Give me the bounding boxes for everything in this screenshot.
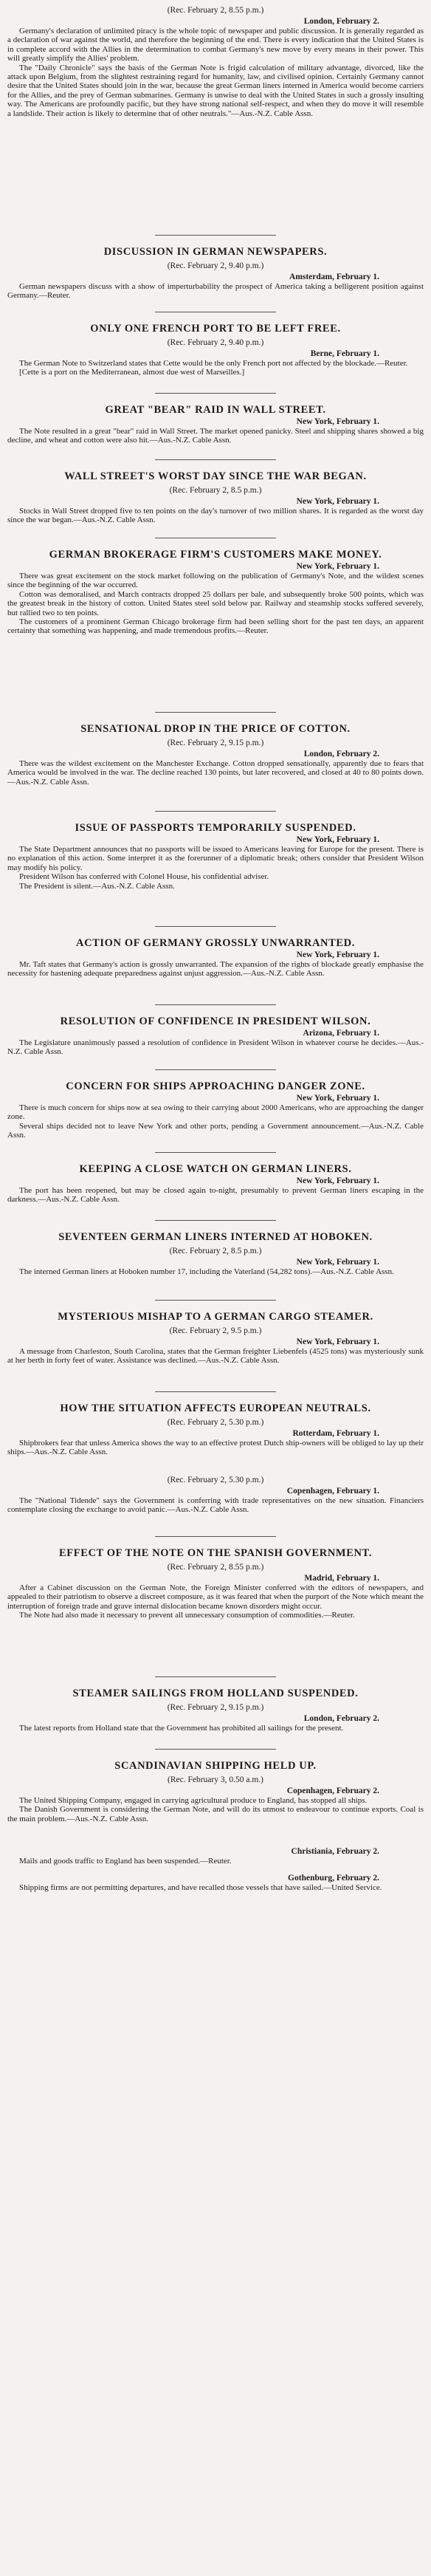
dateline: Gothenburg, February 2. bbox=[288, 1874, 379, 1883]
paragraph: Mails and goods traffic to England has been suspended.—Reuter. bbox=[19, 1857, 232, 1866]
headline: GERMAN BROKERAGE FIRM'S CUSTOMERS MAKE MONEY. bbox=[49, 549, 382, 561]
paragraph: The "National Tidende" says the Government is conferring with trade representatives on the new situation. Financiers contemplate closing the exchange to avoid panic.—Aus.-N.Z. Cable Assn. bbox=[7, 1496, 424, 1515]
article-scandinavian-shipping bbox=[7, 1759, 424, 1823]
headline: SEVENTEEN GERMAN LINERS INTERNED AT HOBOKEN. bbox=[58, 1231, 373, 1243]
section-divider bbox=[155, 811, 276, 812]
article-confidence-president-wilson bbox=[7, 1015, 424, 1057]
dateline: New York, February 1. bbox=[296, 1258, 379, 1267]
dateline: New York, February 1. bbox=[296, 562, 379, 571]
section-divider bbox=[155, 1069, 276, 1070]
dateline: Christiania, February 2. bbox=[291, 1847, 379, 1856]
article-germany-declaration bbox=[7, 3, 424, 118]
received-time: (Rec. February 3, 0.50 a.m.) bbox=[168, 1775, 263, 1784]
section-divider bbox=[155, 1152, 276, 1153]
paragraph: Cotton was demoralised, and March contracts dropped 25 dollars per bale, and subsequently broke 500 points, which was the greatest break in the history of cotton. United States steel sold below par. Railway and steamship stocks suffered severely, but rallied two to ten points. bbox=[7, 589, 424, 617]
headline: ISSUE OF PASSPORTS TEMPORARILY SUSPENDED. bbox=[75, 822, 356, 834]
dateline: London, February 2. bbox=[303, 750, 379, 758]
headline: DISCUSSION IN GERMAN NEWSPAPERS. bbox=[103, 246, 328, 258]
paragraph: German newspapers discuss with a show of imperturbability the prospect of America taking a belligerent position against Germany.—Reuter. bbox=[7, 282, 424, 301]
paragraph: There is much concern for ships now at sea owing to their carrying about 2000 Americans, who are approaching the danger zone. bbox=[7, 1103, 424, 1122]
article-wall-street-worst-day bbox=[7, 470, 424, 525]
paragraph: The customers of a prominent German Chicago brokerage firm had been selling short for the past ten days, an apparent certainty that something was happening, and made tremendous profits.—Reuter. bbox=[7, 617, 424, 636]
headline: STEAMER SAILINGS FROM HOLLAND SUSPENDED. bbox=[72, 1688, 359, 1699]
article-action-grossly-unwarranted bbox=[7, 936, 424, 979]
paragraph: The Legislature unanimously passed a resolution of confidence in President Wilson in whatever course he decides.—Aus.-N.Z. Cable Assn. bbox=[7, 1038, 424, 1057]
paragraph: [Cette is a port on the Mediterranean, almost due west of Marseilles.] bbox=[19, 368, 245, 377]
paragraph: The United Shipping Company, engaged in carrying agricultural produce to England, has stopped all ships. bbox=[19, 1796, 368, 1805]
paragraph: The latest reports from Holland state that the Government has prohibited all sailings for the present. bbox=[19, 1724, 344, 1733]
paragraph: The Note had also made it necessary to prevent all unnecessary consumption of commodities.—Reuter. bbox=[19, 1611, 355, 1620]
paragraph: The port has been reopened, but may be closed again to-night, presumably to prevent German liners escaping in the darkness.—Aus.-N.Z. Cable Assn. bbox=[7, 1186, 424, 1205]
article-copenhagen-exchange bbox=[7, 1473, 424, 1515]
headline: RESOLUTION OF CONFIDENCE IN PRESIDENT WILSON. bbox=[60, 1015, 371, 1027]
headline: WALL STREET'S WORST DAY SINCE THE WAR BEGAN. bbox=[64, 470, 367, 482]
headline: SCANDINAVIAN SHIPPING HELD UP. bbox=[114, 1760, 317, 1772]
headline: KEEPING A CLOSE WATCH ON GERMAN LINERS. bbox=[79, 1163, 352, 1175]
received-time: (Rec. February 2, 9.15 p.m.) bbox=[167, 739, 264, 747]
paragraph: A message from Charleston, South Carolina, states that the German freighter Liebenfels (4525 tons) was mysteriously sunk at her berth in forty feet of water. Assistance was declined.—Aus.-N.Z. Cable Assn. bbox=[7, 1347, 424, 1366]
dateline: Copenhagen, February 2. bbox=[286, 1787, 379, 1795]
headline: HOW THE SITUATION AFFECTS EUROPEAN NEUTRALS. bbox=[60, 1402, 371, 1414]
dateline: New York, February 1. bbox=[296, 497, 379, 506]
article-ships-danger-zone bbox=[7, 1080, 424, 1140]
received-time: (Rec. February 2, 9.5 p.m.) bbox=[169, 1326, 262, 1335]
paragraph: The Danish Government is considering the German Note, and will do its utmost to endeavour to continue exports. Coal is the main problem.—Aus.-N.Z. Cable Assn. bbox=[7, 1805, 424, 1823]
section-divider bbox=[155, 1004, 276, 1005]
received-time: (Rec. February 2, 8.55 p.m.) bbox=[167, 6, 264, 15]
dateline: Berne, February 1. bbox=[310, 349, 379, 358]
article-drop-price-cotton bbox=[7, 722, 424, 787]
article-passports-suspended bbox=[7, 821, 424, 891]
article-holland-sailings-suspended bbox=[7, 1687, 424, 1733]
dateline: New York, February 1. bbox=[296, 1337, 379, 1346]
headline: ONLY ONE FRENCH PORT TO BE LEFT FREE. bbox=[90, 323, 341, 335]
paragraph: The State Department announces that no passports will be issued to Americans leaving for Europe for the present. There is no explanation of this action. Some interpret it as the forerunner of a diplomatic break; others consider that President Wilson may modify his policy. bbox=[7, 845, 424, 872]
dateline: New York, February 1. bbox=[296, 1176, 379, 1185]
received-time: (Rec. February 2, 8.5 p.m.) bbox=[169, 1247, 262, 1256]
received-time: (Rec. February 2, 8.5 p.m.) bbox=[169, 486, 262, 495]
section-divider bbox=[155, 1536, 276, 1537]
paragraph: There was great excitement on the stock market following on the publication of Germany's Note, and the wildest scenes since the beginning of the war occurred. bbox=[7, 572, 424, 590]
received-time: (Rec. February 2, 5.30 p.m.) bbox=[167, 1418, 264, 1427]
dateline: Copenhagen, February 1. bbox=[286, 1487, 379, 1496]
section-divider bbox=[155, 235, 276, 236]
article-discussion-german-newspapers bbox=[7, 245, 424, 301]
article-one-french-port bbox=[7, 322, 424, 377]
dateline: London, February 2. bbox=[303, 17, 379, 26]
paragraph: Germany's declaration of unlimited piracy is the whole topic of newspaper and public discussion. It is generally regarded as a declaration of war against the world, and therefore the beginning of the end. There is every indication that the United States is in complete accord with the Allies in the determination to combat Germany's new move by every means in their power. This will greatly simplify the Allies' problem. bbox=[7, 27, 424, 64]
section-divider bbox=[155, 1300, 276, 1301]
paragraph: The interned German liners at Hoboken number 17, including the Vaterland (54,282 tons).—Aus.-N.Z. Cable Assn. bbox=[19, 1267, 394, 1276]
paragraph: After a Cabinet discussion on the German Note, the Foreign Minister conferred with the editors of newspapers, and appealed to their patriotism to observe a discreet composure, as it was feared that when the purport of the Note which meant the interruption of foreign trade and grave internal dislocation became known disorders might occur. bbox=[7, 1583, 424, 1611]
dateline: Amsterdam, February 1. bbox=[289, 273, 379, 281]
paragraph: The Note resulted in a great "bear" raid in Wall Street. The market opened panicky. Steel and shipping shares showed a big decline, and wheat and cotton were also hit.—Aus.-N.Z. Cable Assn. bbox=[7, 427, 424, 445]
section-divider bbox=[155, 926, 276, 927]
headline: CONCERN FOR SHIPS APPROACHING DANGER ZONE. bbox=[66, 1080, 365, 1092]
dateline: New York, February 1. bbox=[296, 417, 379, 426]
section-divider bbox=[155, 459, 276, 460]
received-time: (Rec. February 2, 9.40 p.m.) bbox=[167, 261, 264, 270]
section-divider bbox=[155, 712, 276, 713]
paragraph: Shipbrokers fear that unless America shows the way to an effective protest Dutch ship-owners will be obliged to lay up their ships.—Aus.-N.Z. Cable Assn. bbox=[7, 1439, 424, 1457]
dateline: London, February 2. bbox=[303, 1714, 379, 1723]
paragraph: The President is silent.—Aus.-N.Z. Cable Assn. bbox=[19, 881, 175, 891]
headline: GREAT "BEAR" RAID IN WALL STREET. bbox=[105, 404, 326, 416]
dateline: New York, February 1. bbox=[296, 950, 379, 959]
article-brokerage-firm-customers bbox=[7, 548, 424, 636]
headline: SENSATIONAL DROP IN THE PRICE OF COTTON. bbox=[80, 723, 351, 735]
section-divider bbox=[155, 1220, 276, 1221]
section-divider bbox=[155, 1676, 276, 1677]
received-time: (Rec. February 2, 9.15 p.m.) bbox=[167, 1703, 264, 1712]
headline: ACTION OF GERMANY GROSSLY UNWARRANTED. bbox=[76, 937, 355, 949]
dateline: Rotterdam, February 1. bbox=[292, 1429, 379, 1438]
paragraph: Stocks in Wall Street dropped five to ten points on the day's turnover of two million shares. It is regarded as the worst day since the war began.—Aus.-N.Z. Cable Assn. bbox=[7, 507, 424, 525]
paragraph: President Wilson has conferred with Colonel House, his confidential adviser. bbox=[19, 872, 269, 882]
headline: EFFECT OF THE NOTE ON THE SPANISH GOVERNMENT. bbox=[59, 1547, 372, 1559]
dateline: Arizona, February 1. bbox=[303, 1029, 379, 1038]
article-bear-raid-wall-street bbox=[7, 403, 424, 445]
paragraph: Shipping firms are not permitting departures, and have recalled those vessels that have sailed.—United Service. bbox=[19, 1883, 382, 1892]
headline: MYSTERIOUS MISHAP TO A GERMAN CARGO STEAMER. bbox=[58, 1311, 373, 1323]
article-watch-german-liners bbox=[7, 1162, 424, 1205]
section-divider bbox=[155, 393, 276, 394]
paragraph: There was the wildest excitement on the Manchester Exchange. Cotton dropped sensationally, apparently due to fears that America would be involved in the war. The decline reached 130 points, but later recovered, and closed at 40 to 80 points down.—Aus.-N.Z. Cable Assn. bbox=[7, 759, 424, 787]
paragraph: The "Daily Chronicle" says the basis of the German Note is frigid calculation of military advantage, divorced, like the attack upon Belgium, from the slightest restraining regard for humanity, law, and civilised opinion. Certainly Germany cannot desire that the United States should join in the war, because the great German liners interned in America would become carriers for the Allies, and the prey of German submarines. Germany is unwise to deal with the United States in such a grossly insulting way. The Americans are profoundly pacific, but they have strong national self-respect, and when they do move it will resemble a landslide. Their action is likely to determine that of other neutrals."—Aus.-N.Z. Cable Assn. bbox=[7, 63, 424, 118]
article-liners-interned-hoboken bbox=[7, 1230, 424, 1276]
dateline: New York, February 1. bbox=[296, 835, 379, 844]
received-time: (Rec. February 2, 8.55 p.m.) bbox=[167, 1563, 264, 1572]
article-european-neutrals bbox=[7, 1402, 424, 1457]
received-time: (Rec. February 2, 5.30 p.m.) bbox=[167, 1476, 264, 1484]
section-divider bbox=[155, 1749, 276, 1750]
section-divider bbox=[155, 1391, 276, 1392]
dateline: Madrid, February 1. bbox=[304, 1574, 379, 1583]
paragraph: The German Note to Switzerland states that Cette would be the only French port not affected by the blockade.—Reuter. bbox=[19, 359, 408, 368]
article-christiania-mails bbox=[7, 1846, 424, 1866]
received-time: (Rec. February 2, 9.40 p.m.) bbox=[167, 338, 264, 347]
paragraph: Several ships decided not to leave New York and other ports, pending a Government announcement.—Aus.-N.Z. Cable Assn. bbox=[7, 1121, 424, 1140]
article-gothenburg-departures bbox=[7, 1873, 424, 1892]
dateline: New York, February 1. bbox=[296, 1094, 379, 1103]
article-mishap-cargo-steamer bbox=[7, 1310, 424, 1366]
paragraph: Mr. Taft states that Germany's action is grossly unwarranted. The expansion of the rights of blockade greatly emphasise the necessity for hastening adequate preparedness against unjust aggression.—Aus.-N.Z. Cable Assn. bbox=[7, 960, 424, 979]
article-spanish-government bbox=[7, 1546, 424, 1620]
